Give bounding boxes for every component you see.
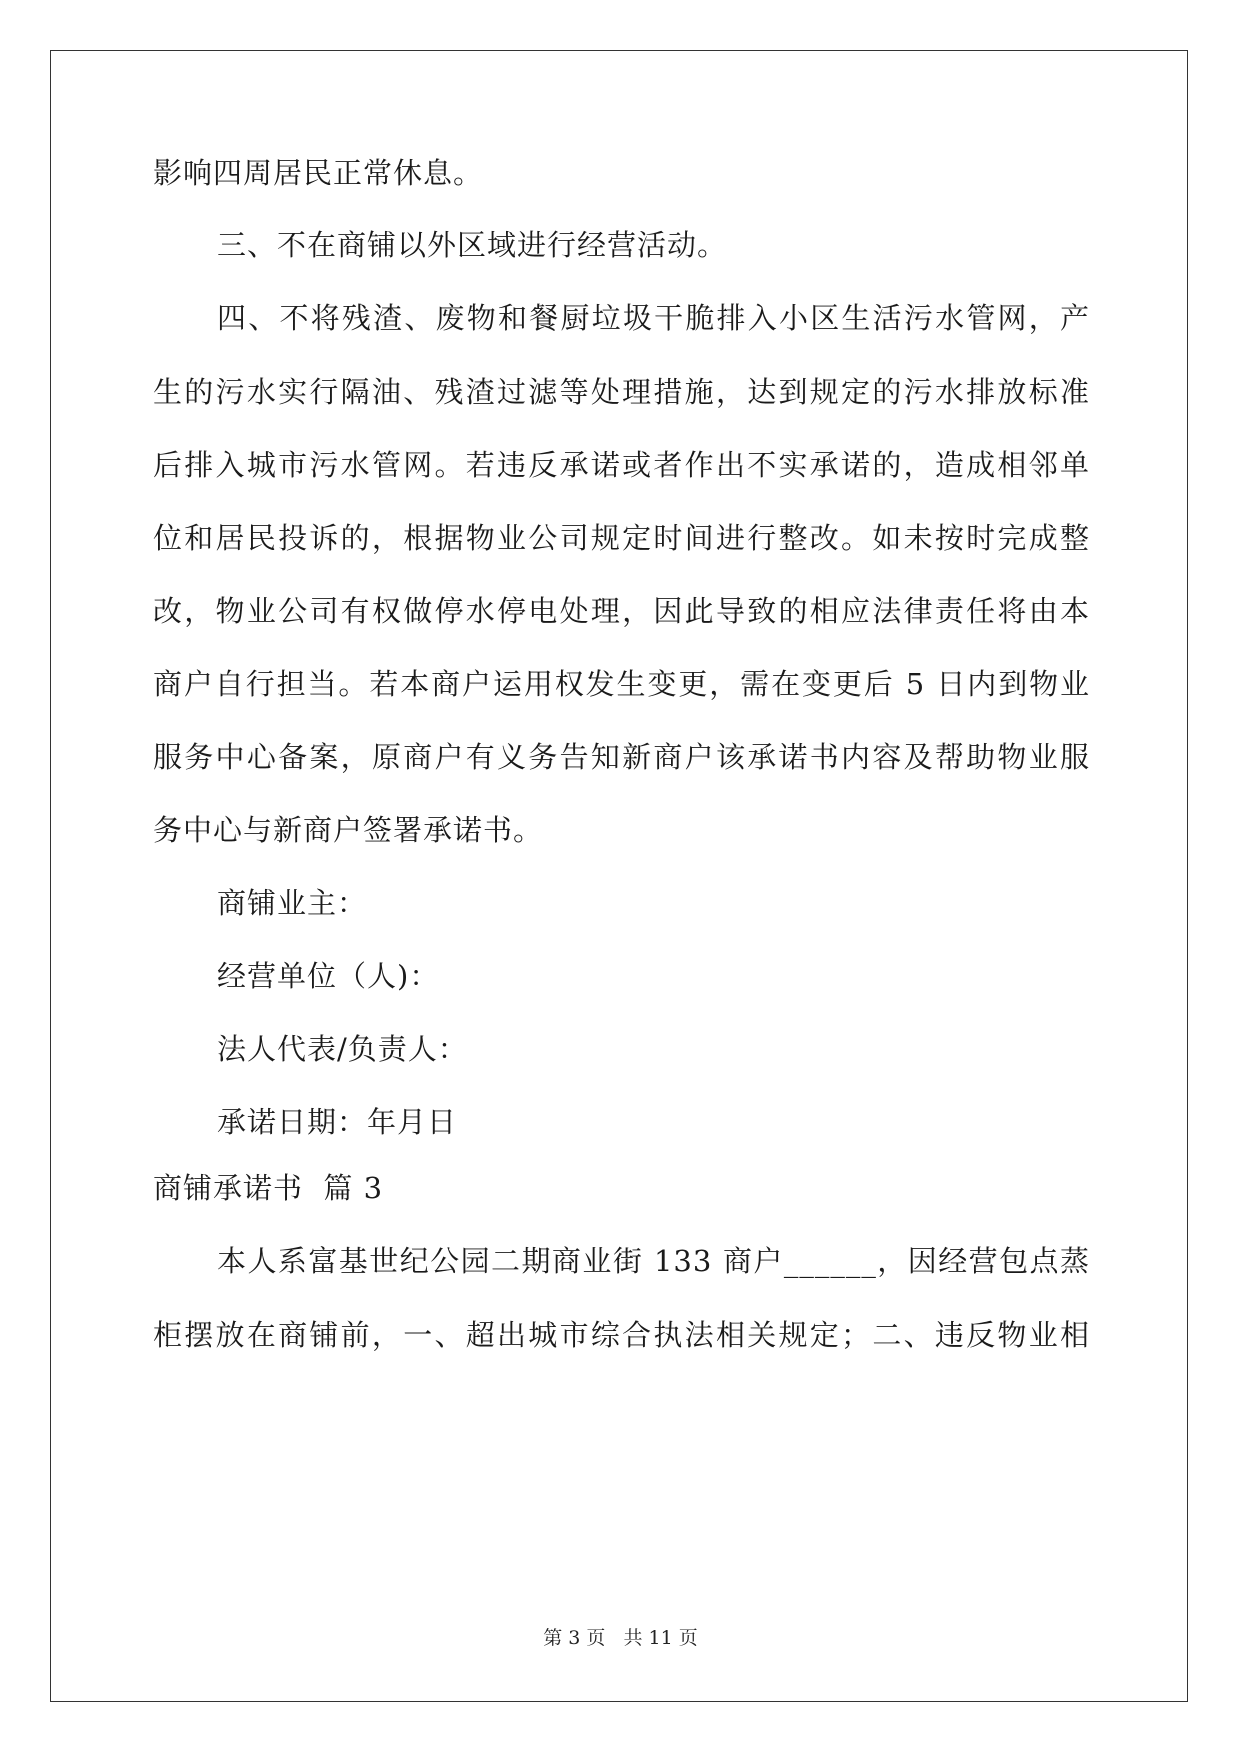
page-number: 第 3 页 共 11 页 — [543, 1627, 698, 1649]
text-line: 务中心与新商户签署承诺书。 — [153, 813, 544, 847]
text-line: 服务中心备案，原商户有义务告知新商户该承诺书内容及帮助物业服 — [153, 740, 1090, 774]
text-line: 四、不将残渣、废物和餐厨垃圾干脆排入小区生活污水管网，产 — [217, 301, 1090, 335]
text-line: 本人系富基世纪公园二期商业街 133 商户______，因经营包点蒸 — [217, 1244, 1090, 1278]
signature-field-owner: 商铺业主： — [217, 886, 368, 920]
text-line: 位和居民投诉的，根据物业公司规定时间进行整改。如未按时完成整 — [153, 521, 1090, 555]
text-line: 商户自行担当。若本商户运用权发生变更，需在变更后 5 日内到物业 — [153, 667, 1090, 701]
page-footer — [0, 1625, 1241, 1651]
text-line: 三、不在商铺以外区域进行经营活动。 — [217, 228, 728, 262]
text-line: 改，物业公司有权做停水停电处理，因此导致的相应法律责任将由本 — [153, 594, 1090, 628]
text-line: 影响四周居民正常休息。 — [153, 156, 484, 190]
text-line: 后排入城市污水管网。若违反承诺或者作出不实承诺的，造成相邻单 — [153, 448, 1090, 482]
text-line: 生的污水实行隔油、残渣过滤等处理措施，达到规定的污水排放标准 — [153, 375, 1090, 409]
text-line: 柜摆放在商铺前，一、超出城市综合执法相关规定；二、违反物业相 — [153, 1318, 1090, 1352]
signature-field-legal-rep: 法人代表/负责人： — [217, 1032, 468, 1066]
signature-field-operator: 经营单位（人)： — [217, 959, 440, 993]
section-heading: 商铺承诺书 篇 3 — [153, 1171, 384, 1205]
signature-field-date: 承诺日期：年月日 — [217, 1105, 458, 1139]
